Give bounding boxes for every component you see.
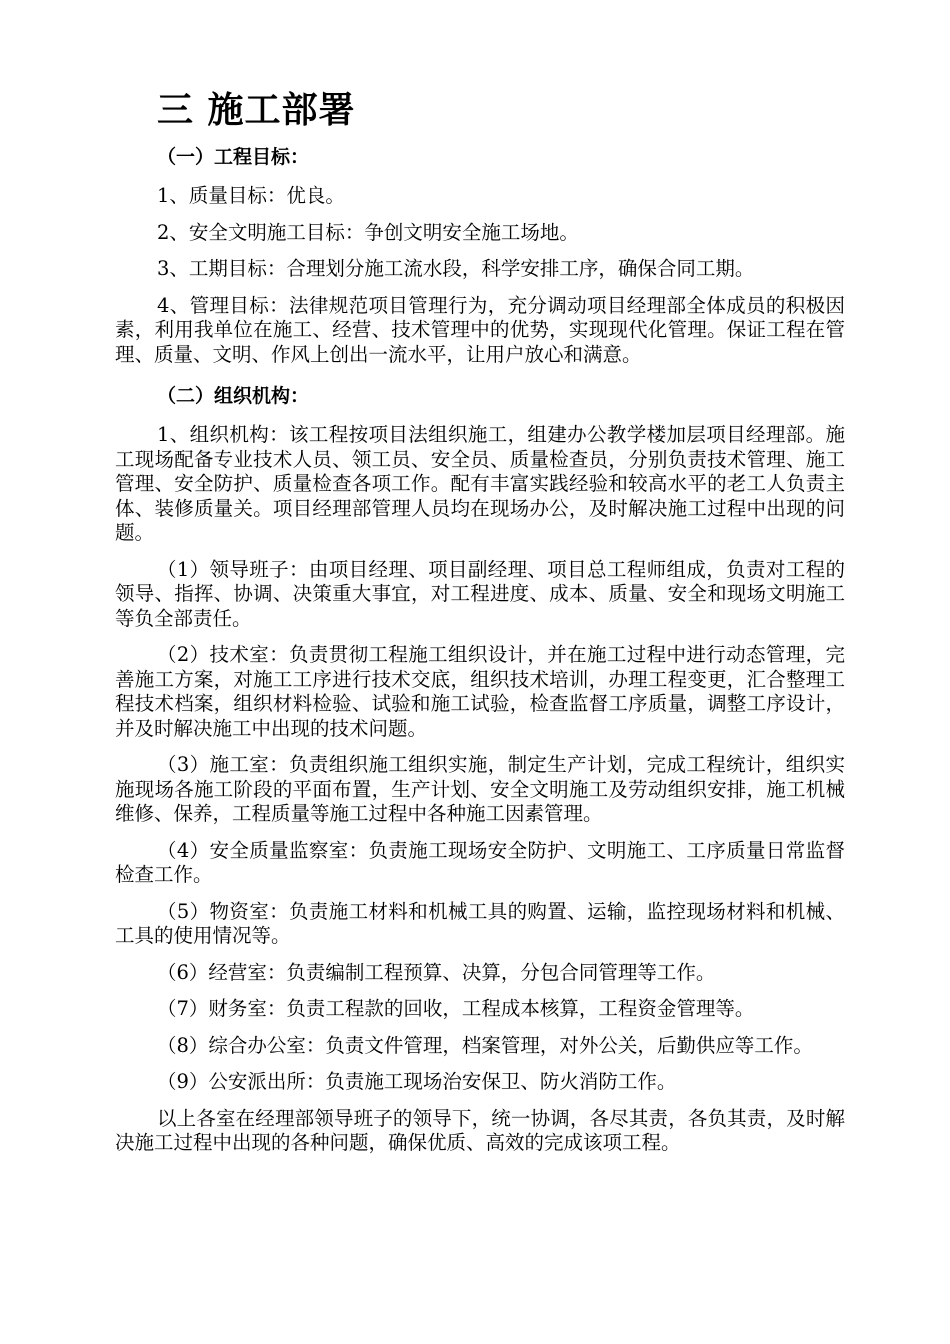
paragraph-police-station: （9）公安派出所：负责施工现场治安保卫、防火消防工作。 xyxy=(157,1070,677,1093)
page-title: 三 施工部署 xyxy=(157,90,356,131)
paragraph-management-goal: 4、管理目标：法律规范项目管理行为，充分调动项目经理部全体成员的积极因素，利用我单位在施工、经营、技术管理中的优势，实现现代化管理。保证工程在管理、质量、文明、作风上创出一流水平，让用户放心和满意。 xyxy=(115,293,845,366)
paragraph-finance-office: （7）财务室：负责工程款的回收，工程成本核算，工程资金管理等。 xyxy=(157,997,755,1020)
paragraph-org-structure: 1、组织机构：该工程按项目法组织施工，组建办公教学楼加层项目经理部。施工现场配备专业技术人员、领工员、安全员、质量检查员，分别负责技术管理、施工管理、安全防护、质量检查各项工作。配有丰富实践经验和较高水平的老工人负责主体、装修质量关。项目经理部管理人员均在现场办公，及时解决施工过程中出现的问题。 xyxy=(115,423,845,544)
paragraph-technical-office: （2）技术室：负责贯彻工程施工组织设计，并在施工过程中进行动态管理，完善施工方案，对施工工序进行技术交底，组织技术培训，办理工程变更，汇合整理工程技术档案，组织材料检验、试验和施工试验，检查监督工序质量，调整工序设计，并及时解决施工中出现的技术问题。 xyxy=(115,643,845,740)
paragraph-leadership: （1）领导班子：由项目经理、项目副经理、项目总工程师组成，负责对工程的领导、指挥、协调、决策重大事宜，对工程进度、成本、质量、安全和现场文明施工等负全部责任。 xyxy=(115,557,845,630)
document-body xyxy=(115,88,845,1168)
paragraph-summary: 以上各室在经理部领导班子的领导下，统一协调，各尽其责，各负其责，及时解决施工过程中出现的各种问题，确保优质、高效的完成该项工程。 xyxy=(115,1106,845,1154)
paragraph-safety-quality-office: （4）安全质量监察室：负责施工现场安全防护、文明施工、工序质量日常监督检查工作。 xyxy=(115,838,845,886)
paragraph-schedule-goal: 3、工期目标：合理划分施工流水段，科学安排工序，确保合同工期。 xyxy=(157,257,755,280)
paragraph-safety-goal: 2、安全文明施工目标：争创文明安全施工场地。 xyxy=(157,220,579,244)
section-heading-organization: （二）组织机构： xyxy=(157,385,310,407)
paragraph-general-office: （8）综合办公室：负责文件管理，档案管理，对外公关，后勤供应等工作。 xyxy=(157,1033,813,1057)
paragraph-quality-goal: 1、质量目标：优良。 xyxy=(157,184,345,207)
paragraph-materials-office: （5）物资室：负责施工材料和机械工具的购置、运输，监控现场材料和机械、工具的使用情况等。 xyxy=(115,899,845,947)
paragraph-construction-office: （3）施工室：负责组织施工组织实施，制定生产计划，完成工程统计，组织实施现场各施工阶段的平面布置，生产计划、安全文明施工及劳动组织安排，施工机械维修、保养，工程质量等施工过程中各种施工因素管理。 xyxy=(115,753,845,825)
section-heading-goals: （一）工程目标： xyxy=(157,146,310,168)
paragraph-business-office: （6）经营室：负责编制工程预算、决算，分包合同管理等工作。 xyxy=(157,960,716,984)
